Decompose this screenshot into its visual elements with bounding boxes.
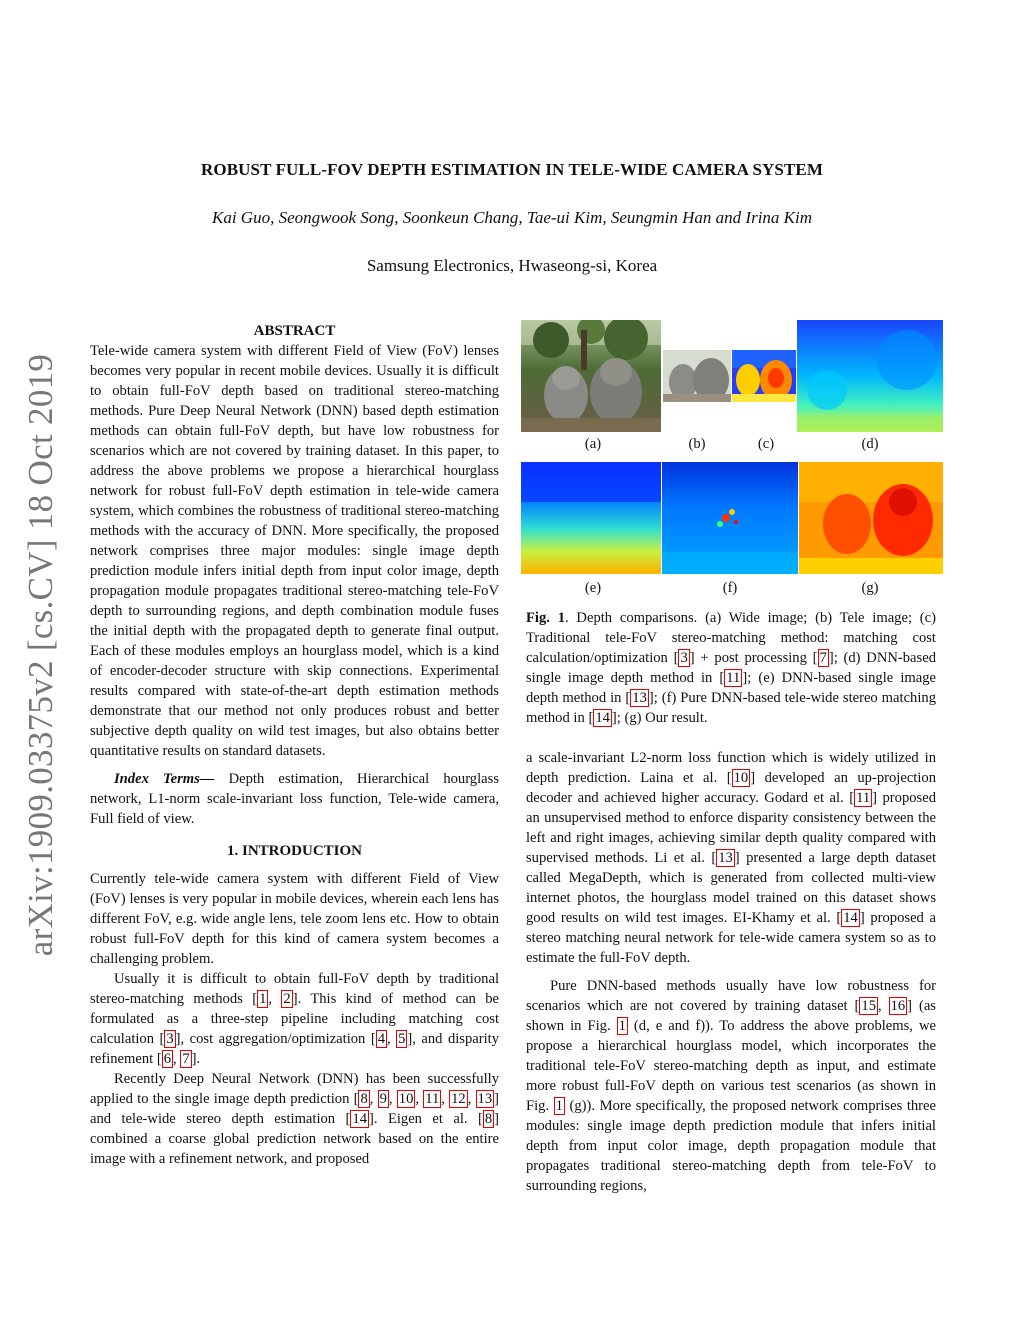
citation-link[interactable]: 8 [360,1091,368,1107]
figure-1-our-result [799,462,943,574]
text-run: presented a large depth dataset called MegaDepth, which is generated from collected multi-view internet photos, the hourglass model trained on this dataset shows good results on wild test images. EI-Khamy et al. [526,850,936,926]
figure-1-wide-image [521,320,661,432]
citation-link[interactable]: 13 [477,1091,493,1107]
text-run: , [387,1031,397,1047]
figure-label-c: (c) [757,436,775,452]
intro-paragraph-3: Recently Deep Neural Network (DNN) has been successfully applied to the single image depth prediction [ 8 , 9 , 10 , 11 , 12 , 13 ] and tele-wide stereo depth estimation [ 14 ]. Eigen et al. [ 8 ] combined a coarse global prediction network based on the entire image with a refinement network, and proposed [90,1071,500,1167]
text-run: (g)). More specifically, the proposed network comprises three modules: single image depth prediction module that infers initial depth from input color image, depth propagation module that propagates traditional stereo-matching depth from tele-FoV to surrounding regions, [526,1098,936,1194]
figure-label-b: (b) [688,436,706,452]
text-run: , [467,1091,476,1107]
figure-1-caption: Fig. 1. Depth comparisons. (a) Wide image; (b) Tele image; (c) Traditional tele-FoV stereo-matching method: matching cost calculation/optimization [ 3 ] + post processing [ 7 ]; (d) DNN-based single image depth method in [ 11 ]; (e) DNN-based single image depth method in [ 13 ]; (f) Pure DNN-based tele-wide stereo matching method in [ 14 ]; (g) Our result. [526,610,936,726]
citation-link[interactable]: 11 [856,790,871,806]
figure-label-e: (e) [584,580,602,596]
text-run: + post processing [694,650,813,666]
figure-1-dnn-depth-e [521,462,661,574]
abstract-text: Tele-wide camera system with different Field of View (FoV) lenses becomes very popular in recent mobile devices. Usually it is difficult to obtain full-FoV depth based on traditional stereo-matching methods. Pure Deep Neural Network (DNN) based depth estimation methods can obtain full-FoV depth, but have low robustness for scenarios which are not covered by training dataset. In this paper, to address the above problems we propose a hierarchical hourglass network for robust full-FoV depth estimation in tele-wide camera system, which combines the robustness of traditional stereo-matching methods with the accuracy of DNN. More specifically, the proposed network comprises three major modules: single image depth prediction module infers initial depth from input color image, depth propagation module propagates traditional stereo-matching tele-FoV depth to surrounding regions, and depth combination module fuses the initial depth with the propagated depth to generate final output. Each of these modules employs an hourglass model, which is a kind of encoder-decoder structure with skip connections. Experimental results compared with state-of-the-art depth estimation methods demonstrate that our method not only produces robust and better subjective depth quality on wild test images, but also obtains better quantitative results on standard datasets. [90,343,499,759]
text-run: and tele-wide stereo depth estimation [90,1111,346,1127]
figure-1-tele-image [663,350,731,402]
citation-link[interactable]: 10 [733,770,749,786]
text-run: (d, e and f)). To address the above problems, we propose a hierarchical hourglass model, which incorporates the traditional tele-FoV stereo-matching depth as input, and estimate more robust full-FoV depth on various test scenarios (as shown in Fig. [526,1018,936,1114]
figure-1-dnn-depth-d [797,320,943,432]
text-run: . [196,1051,201,1067]
figure-label-f: (f) [722,580,738,596]
text-run: developed an up-projection decoder and achieved higher accuracy. Godard et al. [526,770,936,806]
text-run: ; (e) DNN-based single image depth method in [526,670,936,706]
figure-link[interactable]: 1 [618,1018,626,1034]
text-run: , [415,1091,424,1107]
text-run: (as shown in Fig. [526,998,936,1034]
text-run: . Eigen et al. [373,1111,478,1127]
figure-label-d: (d) [861,436,879,452]
index-terms-text: Depth estimation, Hierarchical hourglass network, L1-norm scale-invariant loss function, Tele-wide camera, Full field of view. [90,771,499,827]
citation-link[interactable]: 2 [283,991,291,1007]
citation-link[interactable]: 3 [166,1031,174,1047]
citation-link[interactable]: 16 [890,998,906,1014]
citation-link[interactable]: 9 [379,1091,387,1107]
figure-1-dnn-depth-f [662,462,798,574]
text-run: , [369,1091,378,1107]
paper-affiliation: Samsung Electronics, Hwaseong-si, Korea [366,256,658,275]
figure-label-a: (a) [584,436,602,452]
text-run: combined a coarse global prediction network based on the entire image with a refinement network, and proposed [90,1131,499,1167]
right-paragraph-2: Pure DNN-based methods usually have low robustness for scenarios which are not covered by training dataset [ 15 , 16 ] (as shown in Fig. 1 (d, e and f)). To address the above problems, we propose a hierarchical hourglass model, which incorporates the traditional tele-FoV stereo-matching depth as input, and estimate more robust full-FoV depth on various test scenarios (as shown in Fig. 1 (g)). More specifically, the proposed network comprises three modules: single image depth prediction module that infers initial depth from input color image, depth propagation module that propagates traditional stereo-matching depth from tele-FoV to surrounding regions, [526,978,936,1194]
paper-title: ROBUST FULL-FOV DEPTH ESTIMATION IN TELE-WIDE CAMERA SYSTEM [201,160,823,179]
right-column [526,748,936,1196]
citation-link[interactable]: 7 [182,1051,190,1067]
intro-paragraph-1: Currently tele-wide camera system with different Field of View (FoV) lenses is very popular in mobile devices, wherein each lens has different FoV, e.g. wide angle lens, tele zoom lens etc. How to obtain robust full-FoV depth for this kind of camera system becomes a challenging problem. [90,871,499,967]
text-run: , [878,998,889,1014]
intro-paragraph-2: Usually it is difficult to obtain full-FoV depth by traditional stereo-matching methods [ 1 , 2 ]. This kind of method can be formulated as a three-step pipeline including matching cost calculation [ 3 ], cost aggregation/optimization [ 4 , 5 ], and disparity refinement [ 6 , 7 ]. [90,971,500,1067]
citation-link[interactable]: 8 [484,1111,493,1127]
text-run: Pure DNN-based methods usually have low robustness for scenarios which are not covered by training dataset [526,978,936,1014]
citation-link[interactable]: 11 [425,1091,440,1107]
citation-link[interactable]: 13 [718,850,733,866]
citation-link[interactable]: 13 [632,690,647,706]
citation-link[interactable]: 1 [259,991,267,1007]
text-run: proposed an unsupervised method to enforce disparity consistency between the left and right images, achieving similar depth quality compared with supervised methods. Li et al. [526,790,936,866]
text-run: . Depth comparisons. (a) Wide image; (b) Tele image; (c) Traditional tele-FoV stereo-matching method: matching cost calculation/optimization [526,610,936,666]
text-run: , cost aggregation/optimization [180,1031,371,1047]
intro-heading: 1. INTRODUCTION [226,843,362,859]
citation-link[interactable]: 10 [398,1091,414,1107]
text-run: , and disparity refinement [90,1031,500,1067]
text-run: . This kind of method can be formulated as a three-step pipeline including matching cost calculation [90,991,499,1047]
citation-link[interactable]: 15 [861,998,876,1014]
left-column [90,321,499,1169]
text-run: , [268,991,282,1007]
abstract-heading: ABSTRACT [253,323,336,339]
text-run: ; (d) DNN-based single image depth method in [526,650,936,686]
figure-link[interactable]: 1 [555,1098,563,1114]
arxiv-id: arXiv:1909.03375v2 [cs.CV] 18 Oct 2019 [21,353,60,957]
right-paragraph-1: a scale-invariant L2-norm loss function which is widely utilized in depth prediction. Laina et al. [ 10 ] developed an up-projection decoder and achieved higher accuracy. Godard et al. [ 11 ] proposed an unsupervised method to enforce disparity consistency between the left and right images, achieving similar depth quality compared with supervised methods. Li et al. [ 13 ] presented a large depth dataset called MegaDepth, which is generated from collected multi-view internet photos, the hourglass model trained on this dataset shows good results on wild test images. EI-Khamy et al. [ 14 ] proposed a stereo matching neural network for tele-wide camera system so as to estimate the full-FoV depth. [526,750,936,966]
text-run: , [173,1051,181,1067]
citation-link[interactable]: 14 [595,710,610,726]
citation-link[interactable]: 7 [819,650,827,666]
text-run: ; (g) Our result. [616,710,708,726]
figure-caption-label: Fig. 1 [526,610,565,626]
text-run: a scale-invariant L2-norm loss function which is widely utilized in depth prediction. Laina et al. [526,750,936,786]
citation-link[interactable]: 6 [163,1051,172,1067]
text-run: Usually it is difficult to obtain full-FoV depth by traditional stereo-matching methods [90,971,499,1007]
text-run: , [441,1091,450,1107]
text-run: Recently Deep Neural Network (DNN) has been successfully applied to the single image depth prediction [90,1071,499,1107]
text-run: ; (f) Pure DNN-based tele-wide stereo matching method in [526,690,936,726]
citation-link[interactable]: 12 [451,1091,466,1107]
index-terms-label: Index Terms— [114,771,215,787]
citation-link[interactable]: 5 [398,1031,406,1047]
figure-label-g: (g) [861,580,879,596]
arxiv-stamp [20,353,62,957]
citation-link[interactable]: 14 [352,1111,367,1127]
text-run: proposed a stereo matching neural network for tele-wide camera system so as to estimate the full-FoV depth. [526,910,936,966]
text-run: , [388,1091,397,1107]
citation-link[interactable]: 3 [680,650,688,666]
figure-1-stereo-depth [732,350,796,402]
citation-link[interactable]: 4 [377,1031,385,1047]
paper-authors: Kai Guo, Seongwook Song, Soonkeun Chang, Tae-ui Kim, Seungmin Han and Irina Kim [211,208,813,227]
citation-link[interactable]: 11 [726,670,741,686]
citation-link[interactable]: 14 [843,910,858,926]
index-terms [90,769,499,829]
